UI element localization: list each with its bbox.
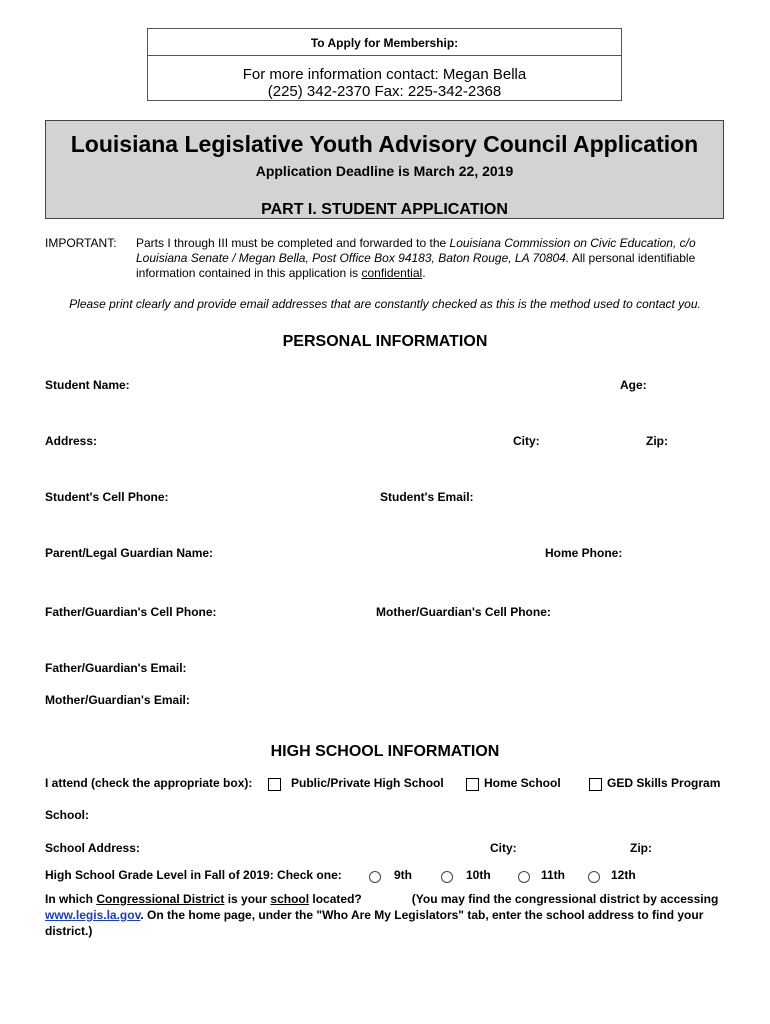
mother-email-label: Mother/Guardian's Email: xyxy=(45,693,190,707)
zip-label: Zip: xyxy=(646,434,668,448)
part-heading: PART I. STUDENT APPLICATION xyxy=(261,201,508,218)
grade-9-radio[interactable] xyxy=(369,868,381,886)
title-box xyxy=(45,120,724,219)
public-school-checkbox[interactable] xyxy=(268,775,281,793)
home-school-label: Home School xyxy=(484,776,561,790)
grade-12-radio[interactable] xyxy=(588,868,600,886)
grade-11-radio[interactable] xyxy=(518,868,530,886)
school-zip-label: Zip: xyxy=(630,841,652,855)
school-label: School: xyxy=(45,808,89,822)
guardian-name-label: Parent/Legal Guardian Name: xyxy=(45,546,214,560)
instruction-text: Please print clearly and provide email addresses that are constantly checked as this is the method used to contact you. xyxy=(69,297,701,311)
district-question: In which Congressional District is your school located? (You may find the congressional district by accessing www.legis.la.gov. On the home page, under the "Who Are My Legislators" tab, enter the school address to find your district.) xyxy=(45,892,719,938)
apply-header: To Apply for Membership: xyxy=(148,29,621,56)
personal-heading: PERSONAL INFORMATION xyxy=(282,333,488,350)
phone-fax-line: (225) 342-2370 Fax: 225-342-2368 xyxy=(267,83,502,100)
age-label: Age: xyxy=(620,378,647,392)
student-name-label: Student Name: xyxy=(45,378,130,392)
important-label: IMPORTANT: xyxy=(45,236,117,250)
student-email-label: Student's Email: xyxy=(380,490,474,504)
page-title: Louisiana Legislative Youth Advisory Council Application xyxy=(70,131,699,157)
city-label: City: xyxy=(513,434,540,448)
school-city-label: City: xyxy=(490,841,517,855)
grade-label: High School Grade Level in Fall of 2019: Check one: xyxy=(45,868,342,882)
school-address-label: School Address: xyxy=(45,841,140,855)
attend-label: I attend (check the appropriate box): xyxy=(45,776,253,790)
home-school-checkbox[interactable] xyxy=(466,775,479,793)
grade-11-label: 11th xyxy=(541,868,566,882)
father-cell-label: Father/Guardian's Cell Phone: xyxy=(45,605,217,619)
grade-10-label: 10th xyxy=(466,868,491,882)
legis-link[interactable]: www.legis.la.gov xyxy=(45,908,141,922)
important-text: Parts I through III must be completed and forwarded to the Louisiana Commission on Civic Education, c/o Louisiana Senate / Megan Bella, Post Office Box 94183, Baton Rouge, LA 70804. All personal identifiable information contained in this application is confidential. xyxy=(136,236,696,280)
cell-phone-label: Student's Cell Phone: xyxy=(45,490,169,504)
father-email-label: Father/Guardian's Email: xyxy=(45,661,187,675)
ged-label: GED Skills Program xyxy=(607,776,721,790)
home-phone-label: Home Phone: xyxy=(545,546,623,560)
grade-9-label: 9th xyxy=(394,868,412,882)
contact-box xyxy=(147,28,622,101)
address-label: Address: xyxy=(45,434,98,448)
deadline: Application Deadline is March 22, 2019 xyxy=(255,163,514,179)
grade-10-radio[interactable] xyxy=(441,868,453,886)
contact-line: For more information contact: Megan Bella xyxy=(242,66,527,83)
school-heading: HIGH SCHOOL INFORMATION xyxy=(270,743,500,760)
ged-checkbox[interactable] xyxy=(589,775,602,793)
public-school-label: Public/Private High School xyxy=(291,776,444,790)
grade-12-label: 12th xyxy=(611,868,636,882)
mother-cell-label: Mother/Guardian's Cell Phone: xyxy=(376,605,551,619)
